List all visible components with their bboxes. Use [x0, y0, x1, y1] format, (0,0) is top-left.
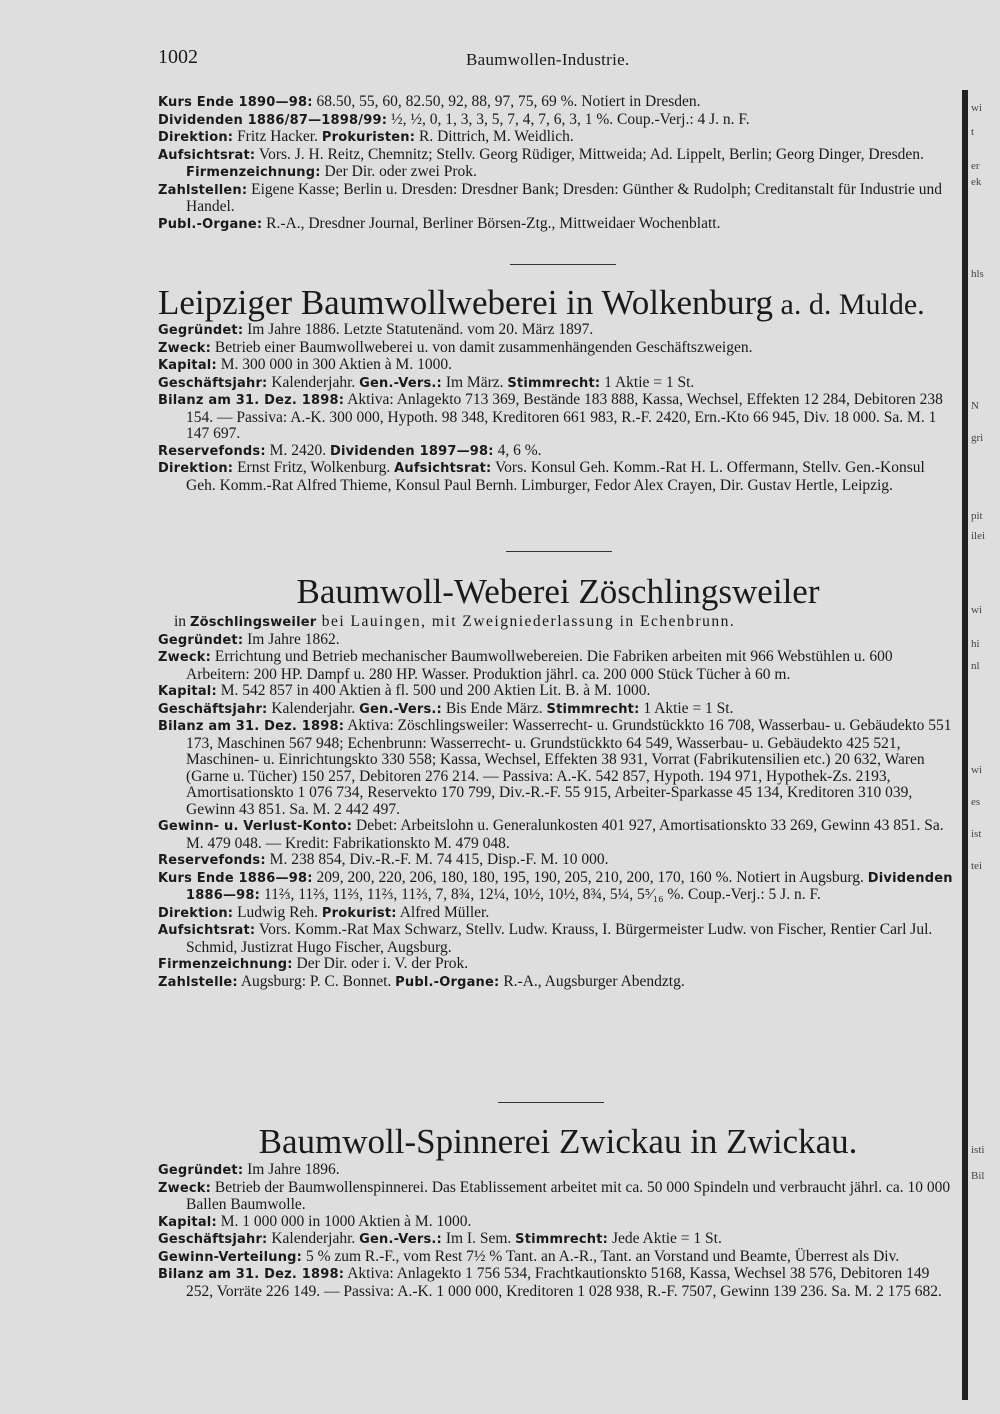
margin-fragment: ek	[971, 176, 982, 188]
field-label: Stimmrecht:	[515, 1232, 609, 1247]
field-label: Gegründet:	[158, 1163, 244, 1178]
field-text: Errichtung und Betrieb mechanischer Baumwollwebereien. Die Fabriken arbeiten mit 966 Webstühlen u. 600 Arbeitern: 200 HP. Dampf u. 280 HP. Wasser. Produktion jährl. ca. 200 000 Stück Tücher à 60 m.	[186, 648, 893, 683]
field-label: Zweck:	[158, 650, 212, 665]
field-label: Gewinn-Verteilung:	[158, 1249, 303, 1265]
field-label: Kapital:	[158, 684, 217, 699]
field-label: Dividenden 1886—98:	[186, 870, 953, 903]
entry-line	[158, 129, 958, 147]
field-text: M. 542 857 in 400 Aktien à fl. 500 und 200 Aktien Lit. B. à M. 1000.	[216, 682, 651, 699]
margin-fragment: Bil	[971, 1170, 985, 1182]
entry-line	[158, 182, 958, 216]
field-text: Der Dir. oder i. V. der Prok.	[292, 955, 469, 972]
field-text: Im Jahre 1896.	[243, 1161, 340, 1178]
field-label: Dividenden 1886/87—1898/99:	[158, 112, 388, 128]
field-text: 5 % zum R.-F., vom Rest 7½ % Tant. an A.-R., Tant. an Vorstand und Beamte, Überrest als Div.	[302, 1247, 900, 1265]
field-text: M. 1 000 000 in 1000 Aktien à M. 1000.	[216, 1212, 472, 1230]
field-label: Prokurist:	[321, 905, 397, 921]
field-label: Zahlstellen:	[158, 182, 248, 198]
field-label: Geschäftsjahr:	[158, 375, 268, 391]
field-text: Bis Ende März.	[441, 699, 547, 717]
field-label: Kapital:	[158, 358, 217, 373]
entry-line	[158, 147, 958, 182]
margin-fragment: wi	[971, 604, 982, 616]
field-text: Eigene Kasse; Berlin u. Dresden: Dresdner Bank; Dresden: Günther & Rudolph; Creditanstalt für Industrie und Handel.	[186, 180, 943, 215]
entry-line	[158, 718, 958, 818]
section-divider	[498, 1102, 604, 1103]
entry-line	[158, 375, 958, 393]
field-label: Aufsichtsrat:	[394, 461, 492, 476]
field-label: Geschäftsjahr:	[158, 701, 268, 717]
field-label: Stimmrecht:	[546, 701, 640, 717]
company-entry	[158, 322, 958, 494]
entry-line	[158, 216, 958, 234]
section-divider	[510, 264, 616, 265]
field-label: Gegründet:	[158, 632, 244, 648]
field-label: Direktion:	[158, 905, 234, 921]
field-label: Reservefonds:	[158, 853, 266, 868]
entry-line	[158, 460, 958, 494]
margin-fragment: nl	[971, 660, 980, 672]
field-text: 4, 6 %.	[493, 441, 542, 459]
entry-line	[158, 974, 958, 992]
field-text: Jede Aktie = 1 St.	[608, 1230, 722, 1247]
margin-fragment: N	[971, 400, 979, 412]
adjacent-page-edge	[962, 90, 1000, 1400]
field-label: Firmenzeichnung:	[158, 957, 293, 972]
entry-line	[158, 340, 958, 358]
field-text: Debet: Arbeitslohn u. Generalunkosten 401 927, Amortisationskto 33 269, Gewinn 43 851. Sa. M. 479 048. — Kredit: Fabrikationskto M. 479 048.	[186, 817, 944, 852]
field-text: 68.50, 55, 60, 82.50, 92, 88, 97, 75, 69 %. Notiert in Dresden.	[312, 93, 701, 110]
company-subtitle	[158, 614, 958, 632]
margin-fragment: pit	[971, 510, 983, 522]
field-text: M. 238 854, Div.-R.-F. M. 74 415, Disp.-F. M. 10 000.	[265, 851, 609, 868]
field-label: Publ.-Organe:	[395, 974, 500, 990]
company-title	[158, 284, 958, 324]
entry-line	[158, 322, 958, 340]
field-label: Gen.-Vers.:	[359, 701, 442, 717]
field-label: Aufsichtsrat:	[158, 923, 256, 938]
field-label: Bilanz am 31. Dez. 1898:	[158, 719, 345, 734]
section-divider	[506, 551, 612, 552]
margin-fragment: tei	[971, 860, 982, 872]
field-text: Kalenderjahr.	[267, 373, 360, 391]
entry-line	[158, 922, 958, 956]
field-label: Kurs Ende 1890—98:	[158, 95, 313, 110]
page-gutter-shadow	[962, 90, 968, 1400]
field-label: Zweck:	[158, 1180, 212, 1196]
subtitle-place: Zöschlingsweiler	[189, 615, 317, 630]
margin-fragment: ist	[971, 828, 982, 840]
entry-line	[158, 112, 958, 130]
field-text: Im I. Sem.	[441, 1230, 516, 1247]
company-title: Baumwoll-Spinnerei Zwickau in Zwickau.	[258, 1122, 858, 1161]
entry-continuation	[158, 94, 958, 233]
margin-fragment: wi	[971, 764, 982, 776]
field-text: Im März.	[441, 373, 508, 391]
field-label: Gegründet:	[158, 323, 244, 338]
entry-line	[158, 1266, 958, 1300]
field-label: Firmenzeichnung:	[186, 165, 321, 180]
field-text: 1 Aktie = 1 St.	[600, 373, 695, 391]
company-location: a. d. Mulde.	[773, 288, 925, 321]
field-label: Direktion:	[158, 461, 234, 476]
field-text: 1 Aktie = 1 St.	[639, 699, 734, 717]
field-text: Vors. Konsul Geh. Komm.-Rat H. L. Offermann, Stellv. Gen.-Konsul Geh. Komm.-Rat Alfred Thieme, Konsul Paul Bernh. Limburger, Fedor Alex Crayen, Dir. Gustav Hertle, Leipzig.	[186, 459, 925, 494]
field-text: Im Jahre 1862.	[243, 630, 340, 648]
field-label: Gewinn- u. Verlust-Konto:	[158, 819, 353, 834]
field-label: Zweck:	[158, 340, 212, 356]
entry-line	[158, 701, 958, 719]
field-text: Aktiva: Anlagekto 713 369, Bestände 183 888, Kassa, Wechsel, Effekten 12 284, Debitoren 238 154. — Passiva: A.-K. 300 000, Hypoth. 98 348, Kreditoren 661 983, R.-F. 2420, Ern.-Kto 66 945, Div. 18 000. Sa. M. 1 147 697.	[186, 391, 943, 442]
field-text: M. 300 000 in 300 Aktien à M. 1000.	[216, 356, 452, 373]
margin-fragment: wi	[971, 102, 982, 114]
field-label: Kapital:	[158, 1214, 217, 1230]
margin-fragment: er	[971, 160, 980, 172]
field-label: Zahlstelle:	[158, 974, 238, 990]
field-text: 11⅔, 11⅔, 11⅔, 11⅔, 11⅔, 7, 8¾, 12¼, 10½, 10½, 8¾, 5¼, 5⁵⁄₁₆ %. Coup.-Verj.: 5 J. n. F.	[260, 886, 821, 903]
margin-fragment: es	[971, 796, 981, 808]
field-text: Betrieb der Baumwollenspinnerei. Das Etablissement arbeitet mit ca. 50 000 Spindeln und verbraucht jährl. ca. 10 000 Ballen Baumwolle.	[186, 1178, 951, 1213]
field-label: Dividenden 1897—98:	[329, 443, 494, 459]
field-text: Im Jahre 1886. Letzte Statutenänd. vom 20. März 1897.	[243, 321, 594, 338]
field-text: Betrieb einer Baumwollweberei u. von damit zusammenhängenden Geschäftszweigen.	[211, 338, 753, 356]
entry-line	[158, 1180, 958, 1214]
field-text: Vors. Komm.-Rat Max Schwarz, Stellv. Ludw. Krauss, I. Bürgermeister Ludw. von Fischer, Rentier Carl Jul. Schmid, Justizrat Hugo Fischer, Augsburg.	[186, 921, 933, 956]
entry-line	[158, 1162, 958, 1180]
field-text: Kalenderjahr.	[267, 699, 360, 717]
field-text: M. 2420.	[265, 441, 330, 459]
field-text: R. Dittrich, M. Weidlich.	[415, 128, 574, 145]
entry-line	[158, 956, 958, 974]
entry-line	[158, 443, 958, 461]
entry-line	[158, 683, 958, 701]
margin-fragment: isti	[971, 1144, 985, 1156]
field-text: Fritz Hacker.	[233, 128, 322, 145]
field-label: Geschäftsjahr:	[158, 1232, 268, 1247]
entry-line	[158, 870, 958, 905]
company-title: Baumwoll-Weberei Zöschlingsweiler	[296, 572, 820, 611]
field-text: ½, ½, 0, 1, 3, 3, 5, 7, 4, 7, 6, 3, 1 %. Coup.-Verj.: 4 J. n. F.	[387, 110, 750, 128]
field-text: 209, 200, 220, 206, 180, 180, 195, 190, 205, 210, 200, 170, 160 %. Notiert in Augsburg.	[312, 868, 868, 886]
field-label: Reservefonds:	[158, 443, 266, 459]
company-entry	[158, 1162, 958, 1300]
margin-fragment: t	[971, 126, 975, 138]
entry-line	[158, 852, 958, 870]
field-label: Bilanz am 31. Dez. 1898:	[158, 1267, 345, 1282]
field-text: R.-A., Dresdner Journal, Berliner Börsen-Ztg., Mittweidaer Wochenblatt.	[262, 214, 721, 232]
company-entry	[158, 614, 958, 991]
entry-line	[158, 905, 958, 923]
field-text: Der Dir. oder zwei Prok.	[320, 163, 477, 180]
field-text: Vors. J. H. Reitz, Chemnitz; Stellv. Georg Rüdiger, Mittweida; Ad. Lippelt, Berlin; Georg Dinger, Dresden.	[255, 145, 924, 163]
field-text: Aktiva: Zöschlingsweiler: Wasserrecht- u. Grundstückkto 16 708, Wasserbau- u. Gebäudekto 551 173, Maschinen 567 948; Echenbrunn: Wasserrecht- u. Grundstückkto 64 549, Wasserbau- u. Gebäudekto 425 521, Maschinen- u. Einrichtungskto 330 558; Kassa, Wechsel, Effekten 38 931, Vorrat (Fabrikutensilien etc.) 20 632, Waren (Garne u. Tücher) 150 257, Debitoren 276 214. — Passiva: A.-K. 542 857, Hypoth. 194 971, Hypothek-Zs. 2193, Amortisationskto 1 076 734, Reservekto 170 799, Div.-R.-F. 55 915, Arbeiter-Sparkasse 45 134, Kreditoren 310 039, Gewinn 43 851. Sa. M. 2 442 497.	[186, 717, 952, 818]
running-header: Baumwollen-Industrie.	[466, 50, 630, 69]
subtitle-text: bei Lauingen, mit Zweigniederlassung in Echenbrunn.	[316, 613, 736, 630]
entry-line	[158, 357, 958, 375]
entry-line	[158, 392, 958, 443]
entry-line	[158, 1214, 958, 1232]
field-text: Ernst Fritz, Wolkenburg.	[233, 459, 395, 476]
margin-fragment: ilei	[971, 530, 986, 542]
field-text: Alfred Müller.	[396, 903, 490, 921]
subtitle-text: in	[174, 613, 190, 630]
field-label: Gen.-Vers.:	[359, 1232, 442, 1247]
entry-line	[158, 649, 958, 683]
field-text: Augsburg: P. C. Bonnet.	[237, 972, 396, 990]
field-label: Stimmrecht:	[507, 375, 601, 391]
field-text: Kalenderjahr.	[267, 1230, 360, 1247]
entry-line	[158, 818, 958, 852]
field-label: Kurs Ende 1886—98:	[158, 870, 313, 886]
field-label: Direktion:	[158, 130, 234, 145]
entry-line	[158, 1231, 958, 1249]
entry-line	[158, 632, 958, 650]
field-label: Bilanz am 31. Dez. 1898:	[158, 393, 345, 408]
margin-fragment: hls	[971, 268, 984, 280]
field-text: Aktiva: Anlagekto 1 756 534, Frachtkautionskto 5168, Kassa, Wechsel 38 576, Debitoren 149 252, Vorräte 226 149. — Passiva: A.-K. 1 000 000, Kreditoren 1 028 938, R.-F. 7507, Gewinn 139 236. Sa. M. 2 175 682.	[186, 1265, 942, 1300]
company-name: Leipziger Baumwollweberei in Wolkenburg	[158, 283, 774, 322]
entry-line	[158, 94, 958, 112]
field-label: Publ.-Organe:	[158, 216, 263, 232]
field-label: Prokuristen:	[321, 130, 416, 145]
page-number: 1002	[158, 46, 198, 68]
margin-fragment: hi	[971, 638, 980, 650]
field-label: Gen.-Vers.:	[359, 375, 442, 391]
field-label: Aufsichtsrat:	[158, 147, 256, 163]
margin-fragment: gri	[971, 432, 984, 444]
field-text: Ludwig Reh.	[233, 903, 322, 921]
entry-line	[158, 1249, 958, 1267]
field-text: R.-A., Augsburger Abendztg.	[499, 972, 685, 990]
